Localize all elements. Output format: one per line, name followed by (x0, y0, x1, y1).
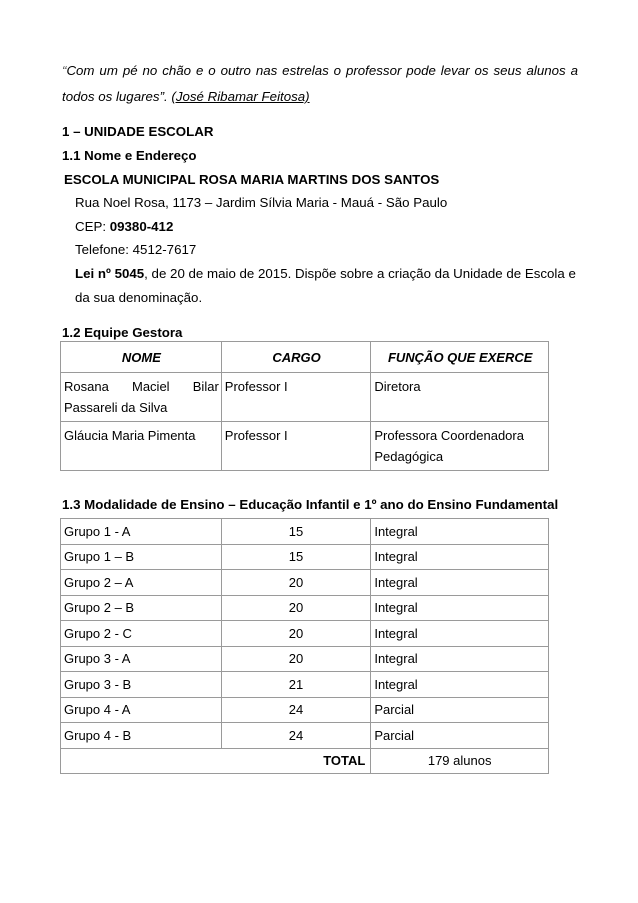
period-cell: Integral (371, 595, 549, 621)
table-row (61, 621, 549, 647)
header-cargo: CARGO (221, 342, 371, 373)
count-cell: 20 (221, 621, 371, 647)
count-cell: 20 (221, 570, 371, 596)
count-cell: 20 (221, 646, 371, 672)
group-cell: Grupo 3 - B (61, 672, 222, 698)
school-cep (75, 219, 173, 234)
count-cell: 15 (221, 519, 371, 545)
quote-author: (José Ribamar Feitosa) (171, 89, 310, 104)
table-row (61, 595, 549, 621)
table-header-row (61, 342, 549, 373)
count-cell: 20 (221, 595, 371, 621)
total-label: TOTAL (61, 748, 371, 774)
table-row (61, 519, 549, 545)
group-cell: Grupo 4 - B (61, 723, 222, 749)
group-cell: Grupo 3 - A (61, 646, 222, 672)
funcao-text: Diretora (374, 379, 421, 394)
cep-label: CEP: (75, 219, 107, 234)
name-line-2: Passareli da Silva (64, 400, 168, 415)
funcao-text: Professora Coordenadora (374, 428, 524, 443)
period-cell: Integral (371, 570, 549, 596)
group-cell: Grupo 1 – B (61, 544, 222, 570)
table-row (61, 422, 549, 471)
count-cell: 24 (221, 723, 371, 749)
member-cargo: Professor I (221, 422, 371, 471)
epigraph-quote (62, 58, 578, 110)
name-part: Rosana (64, 379, 109, 394)
group-cell: Grupo 1 - A (61, 519, 222, 545)
group-cell: Grupo 2 - C (61, 621, 222, 647)
period-cell: Parcial (371, 697, 549, 723)
school-law (75, 266, 576, 281)
cep-value: 09380-412 (109, 219, 174, 234)
period-cell: Integral (371, 621, 549, 647)
section-1-2-title: 1.2 Equipe Gestora (62, 325, 183, 340)
table-row (61, 697, 549, 723)
total-value: 179 alunos (371, 748, 549, 774)
table-row (61, 544, 549, 570)
school-name: ESCOLA MUNICIPAL ROSA MARIA MARTINS DOS SANTOS (64, 172, 440, 187)
section-1-1-title: 1.1 Nome e Endereço (62, 148, 197, 163)
law-number: Lei nº 5045 (75, 266, 145, 281)
management-team-table (60, 341, 549, 471)
group-cell: Grupo 2 – A (61, 570, 222, 596)
table-row (61, 646, 549, 672)
period-cell: Parcial (371, 723, 549, 749)
teaching-modality-table (60, 518, 549, 774)
group-cell: Grupo 4 - A (61, 697, 222, 723)
count-cell: 24 (221, 697, 371, 723)
count-cell: 15 (221, 544, 371, 570)
header-nome: NOME (61, 342, 222, 373)
total-row (61, 748, 549, 774)
law-text-2: da sua denominação. (75, 290, 203, 305)
header-funcao: FUNÇÃO QUE EXERCE (371, 342, 549, 373)
quote-text: Com um pé no chão e o outro nas estrelas o professor pode levar os seus alunos a todos os lugares”. (62, 63, 578, 104)
member-name (61, 373, 222, 422)
period-cell: Integral (371, 646, 549, 672)
member-cargo: Professor I (221, 373, 371, 422)
group-cell: Grupo 2 – B (61, 595, 222, 621)
name-part: Maciel (132, 379, 170, 394)
law-text-1: , de 20 de maio de 2015. Dispõe sobre a criação da Unidade de Escola e (144, 266, 576, 281)
period-cell: Integral (371, 519, 549, 545)
table-row (61, 373, 549, 422)
section-1-3-title: 1.3 Modalidade de Ensino – Educação Infantil e 1º ano do Ensino Fundamental (62, 497, 559, 512)
school-address: Rua Noel Rosa, 1173 – Jardim Sílvia Maria - Mauá - São Paulo (75, 195, 448, 210)
member-funcao (371, 373, 549, 422)
school-phone: Telefone: 4512-7617 (75, 242, 197, 257)
period-cell: Integral (371, 544, 549, 570)
count-cell: 21 (221, 672, 371, 698)
section-1-title: 1 – UNIDADE ESCOLAR (62, 124, 214, 139)
table-row (61, 672, 549, 698)
name-part: Bilar (192, 379, 219, 394)
funcao-text-line-2: Pedagógica (374, 449, 444, 464)
member-name: Gláucia Maria Pimenta (61, 422, 222, 471)
member-funcao (371, 422, 549, 471)
table-row (61, 723, 549, 749)
table-row (61, 570, 549, 596)
quote-open-mark: “ (62, 63, 67, 78)
period-cell: Integral (371, 672, 549, 698)
